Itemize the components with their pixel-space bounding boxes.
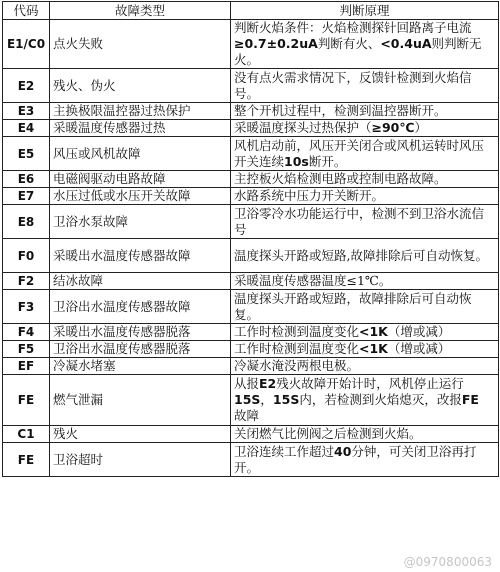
principle-cell: 关闭燃气比例阀之后检测到火焰。: [231, 426, 499, 443]
fault-code-cell: E2: [3, 69, 50, 103]
fault-code-cell: E1/C0: [3, 20, 50, 69]
table-header-row: [3, 2, 499, 20]
fault-code-cell: F2: [3, 273, 50, 290]
fault-type-cell: 卫浴超时: [50, 443, 231, 477]
fault-code-cell: E3: [3, 103, 50, 120]
table-row: [3, 324, 499, 341]
header-fault-type: 故障类型: [50, 2, 231, 20]
principle-cell: 温度探头开路或短路,故障排除后可自动恢复。: [231, 239, 499, 273]
watermark: @0970800063: [403, 555, 492, 569]
fault-code-cell: C1: [3, 426, 50, 443]
fault-type-cell: 卫浴出水温度传感器脱落: [50, 341, 231, 358]
table-row: [3, 358, 499, 375]
fault-type-cell: 点火失败: [50, 20, 231, 69]
principle-cell: 卫浴零冷水功能运行中，检测不到卫浴水流信号: [231, 205, 499, 239]
fault-code-cell: E4: [3, 120, 50, 137]
fault-type-cell: 冷凝水堵塞: [50, 358, 231, 375]
principle-cell: 采暖温度传感器温度≤1℃。: [231, 273, 499, 290]
table-row: [3, 120, 499, 137]
fault-type-cell: 水压过低或水压开关故障: [50, 188, 231, 205]
principle-cell: 判断火焰条件：火焰检测探针回路离子电流≥0.7±0.2uA判断有火、<0.4uA则判断无火。: [231, 20, 499, 69]
table-row: [3, 103, 499, 120]
principle-cell: 整个开机过程中，检测到温控器断开。: [231, 103, 499, 120]
principle-cell: 风机启动前，风压开关闭合或风机运转时风压开关连续10s断开。: [231, 137, 499, 171]
fault-code-cell: F4: [3, 324, 50, 341]
fault-type-cell: 采暖出水温度传感器故障: [50, 239, 231, 273]
principle-cell: 水路系统中压力开关断开。: [231, 188, 499, 205]
fault-type-cell: 卫浴出水温度传感器故障: [50, 290, 231, 324]
table-row: [3, 69, 499, 103]
fault-type-cell: 结冰故障: [50, 273, 231, 290]
principle-cell: 没有点火需求情况下，反馈针检测到火焰信号。: [231, 69, 499, 103]
table-row: [3, 341, 499, 358]
fault-type-cell: 采暖温度传感器过热: [50, 120, 231, 137]
fault-type-cell: 采暖出水温度传感器脱落: [50, 324, 231, 341]
fault-code-cell: EF: [3, 358, 50, 375]
fault-type-cell: 卫浴水泵故障: [50, 205, 231, 239]
table-row: [3, 273, 499, 290]
header-code: 代码: [3, 2, 50, 20]
principle-cell: 主控板火焰检测电路或控制电路故障。: [231, 171, 499, 188]
principle-cell: 卫浴连续工作超过40分钟，可关闭卫浴再打开。: [231, 443, 499, 477]
table-row: [3, 239, 499, 273]
principle-cell: 工作时检测到温度变化<1K（增或减）: [231, 324, 499, 341]
principle-cell: 采暖温度探头过热保护（≥90℃）: [231, 120, 499, 137]
fault-type-cell: 风压或风机故障: [50, 137, 231, 171]
fault-code-cell: FE: [3, 375, 50, 426]
fault-code-cell: FE: [3, 443, 50, 477]
header-principle: 判断原理: [231, 2, 499, 20]
fault-code-cell: E7: [3, 188, 50, 205]
table-row: [3, 20, 499, 69]
table-row: [3, 205, 499, 239]
fault-code-cell: E5: [3, 137, 50, 171]
principle-cell: 冷凝水淹没两根电极。: [231, 358, 499, 375]
table-row: [3, 137, 499, 171]
fault-code-cell: F0: [3, 239, 50, 273]
table-row: [3, 375, 499, 426]
principle-cell: 从报E2残火故障开始计时，风机停止运行15S，15S内，若检测到火焰熄灭，改报FE 故障: [231, 375, 499, 426]
fault-type-cell: 电磁阀驱动电路故障: [50, 171, 231, 188]
fault-type-cell: 残火、伪火: [50, 69, 231, 103]
table-row: [3, 171, 499, 188]
table-body: [3, 20, 499, 477]
table-row: [3, 290, 499, 324]
principle-cell: 工作时检测到温度变化<1K（增或减）: [231, 341, 499, 358]
fault-code-cell: E6: [3, 171, 50, 188]
fault-type-cell: 主换极限温控器过热保护: [50, 103, 231, 120]
fault-code-table: [2, 1, 499, 477]
table-row: [3, 426, 499, 443]
fault-code-cell: E8: [3, 205, 50, 239]
fault-type-cell: 燃气泄漏: [50, 375, 231, 426]
fault-code-cell: F3: [3, 290, 50, 324]
fault-type-cell: 残火: [50, 426, 231, 443]
principle-cell: 温度探头开路或短路，故障排除后可自动恢复。: [231, 290, 499, 324]
table-row: [3, 188, 499, 205]
fault-code-cell: F5: [3, 341, 50, 358]
table-row: [3, 443, 499, 477]
